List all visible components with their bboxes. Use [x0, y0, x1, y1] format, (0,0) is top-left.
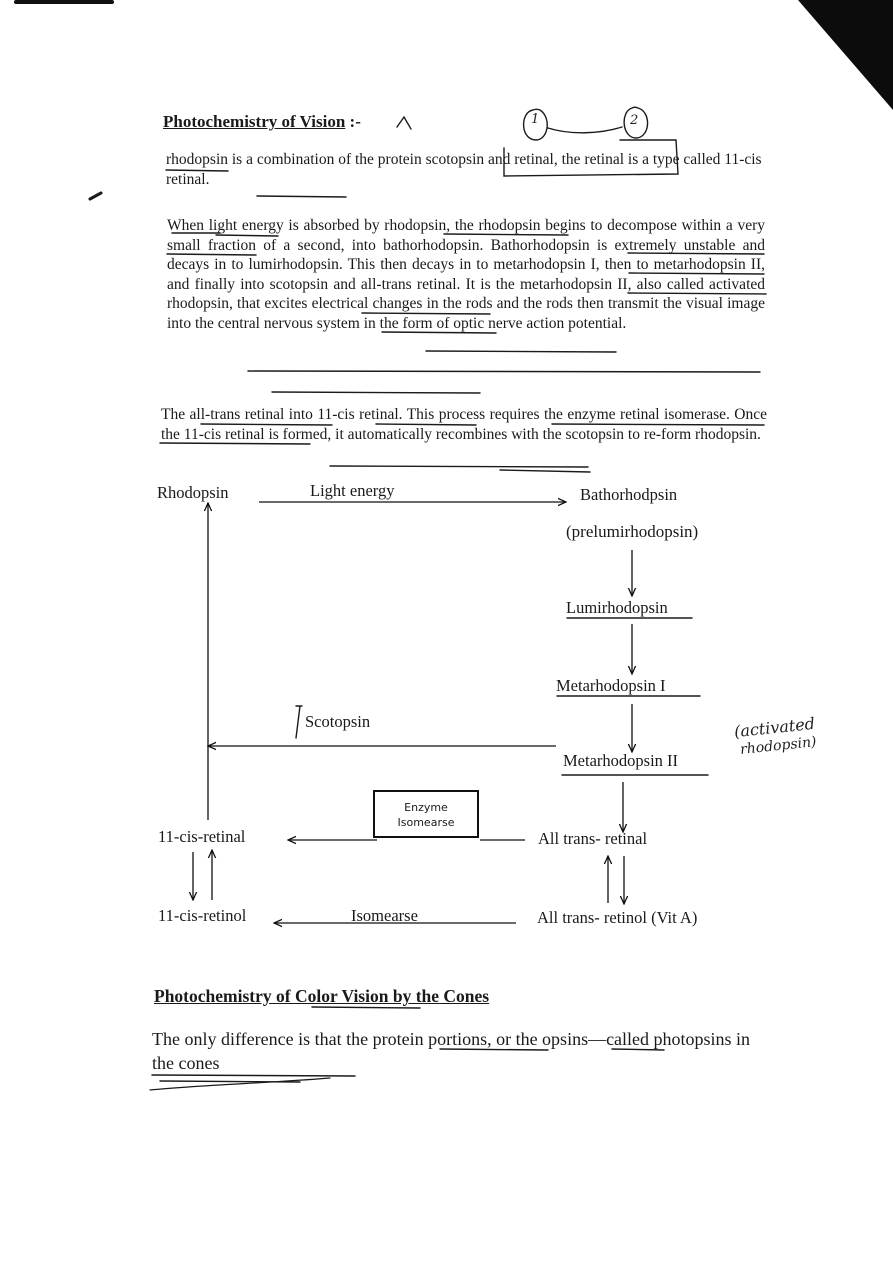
heading2-text: Photochemistry of Color Vision by the Cones	[154, 986, 490, 1006]
paragraph-all-trans: The all-trans retinal into 11-cis retinal. This process requires the enzyme retinal isomerase. Once the 11-cis retinal is formed, it automatically recombines with the scotopsin to re-form rhodopsin.	[161, 406, 767, 443]
enzyme-label: Enzyme	[404, 801, 448, 814]
underline-decompose	[167, 253, 764, 255]
underline-p3a	[201, 424, 764, 425]
bracket-scotopsin-retinal	[504, 140, 678, 176]
scotopsin-bracket	[296, 706, 302, 738]
heading-mark: :-	[349, 112, 361, 131]
label-light-energy: Light energy	[310, 481, 395, 500]
underline-light	[172, 233, 568, 236]
pen-flourish	[150, 1078, 330, 1090]
pen-mark	[90, 193, 101, 199]
label-rhodopsin: Rhodopsin	[157, 483, 229, 502]
label-all-trans-retinal: All trans- retinal	[538, 829, 648, 848]
heading-text: Photochemistry of Vision	[163, 112, 346, 131]
underline-11-cis	[257, 196, 346, 197]
underline-lumirhodopsin	[628, 293, 766, 294]
handwritten-circle-2: 2	[630, 113, 639, 128]
underline-transmit	[248, 371, 760, 372]
underline-metarhodopsin-1	[362, 313, 490, 314]
handwritten-circle-1: 1	[531, 112, 540, 127]
underline-rhodopsin	[166, 170, 228, 171]
label-bathorhodopsin: Bathorhodpsin	[580, 485, 678, 504]
label-scotopsin: Scotopsin	[305, 712, 371, 731]
underline-optic	[272, 392, 480, 393]
underline-portions	[440, 1049, 664, 1050]
underline-excites	[426, 351, 616, 352]
handwritten-connector	[548, 127, 622, 133]
enzyme-name: Isomearse	[397, 816, 455, 829]
underline-all-trans	[382, 332, 496, 333]
underline-bathorhodopsin	[629, 273, 764, 274]
label-11-cis-retinal: 11-cis-retinal	[158, 827, 246, 846]
underline-p3c	[330, 466, 590, 472]
underline-p3b	[160, 443, 310, 444]
handwritten-activated: (activated	[733, 713, 816, 742]
label-lumirhodopsin: Lumirhodopsin	[566, 598, 668, 617]
paragraph-photopsins: The only difference is that the protein portions, or the opsins—called photopsins in the cones	[152, 1029, 751, 1073]
paragraph-light-energy: When light energy is absorbed by rhodopsin, the rhodopsin begins to decompose within a very small fraction of a second, into bathorhodopsin. Bathorhodopsin is extremely unstable and decays in to lumirhodopsin. This then decays in to metarhodopsin I, then to metarhodopsin II, and finally into scotopsin and all-trans retinal. It is the metarhodopsin II, also called activated rhodopsin, that excites electrical changes in the rods and the rods then transmit the visual image into the central nervous system in the form of optic nerve action potential.	[167, 217, 765, 332]
heading-tick	[397, 117, 411, 129]
label-isomearse: Isomearse	[351, 906, 418, 925]
handwritten-circle-2-stroke	[624, 107, 647, 138]
label-11-cis-retinol: 11-cis-retinol	[158, 906, 247, 925]
handwritten-circle-1-stroke	[524, 109, 548, 140]
paragraph-rhodopsin: rhodopsin is a combination of the protein scotopsin and retinal, the retinal is a type called 11-cis retinal.	[166, 151, 762, 188]
label-metarhodopsin-1: Metarhodopsin I	[556, 676, 666, 695]
label-all-trans-retinol: All trans- retinol (Vit A)	[537, 908, 698, 927]
underline-heading2	[312, 1007, 420, 1008]
handwritten-rhodopsin: rhodopsin)	[739, 734, 818, 758]
label-prelumirhodopsin: (prelumirhodopsin)	[566, 522, 699, 541]
label-metarhodopsin-2: Metarhodopsin II	[563, 751, 679, 770]
